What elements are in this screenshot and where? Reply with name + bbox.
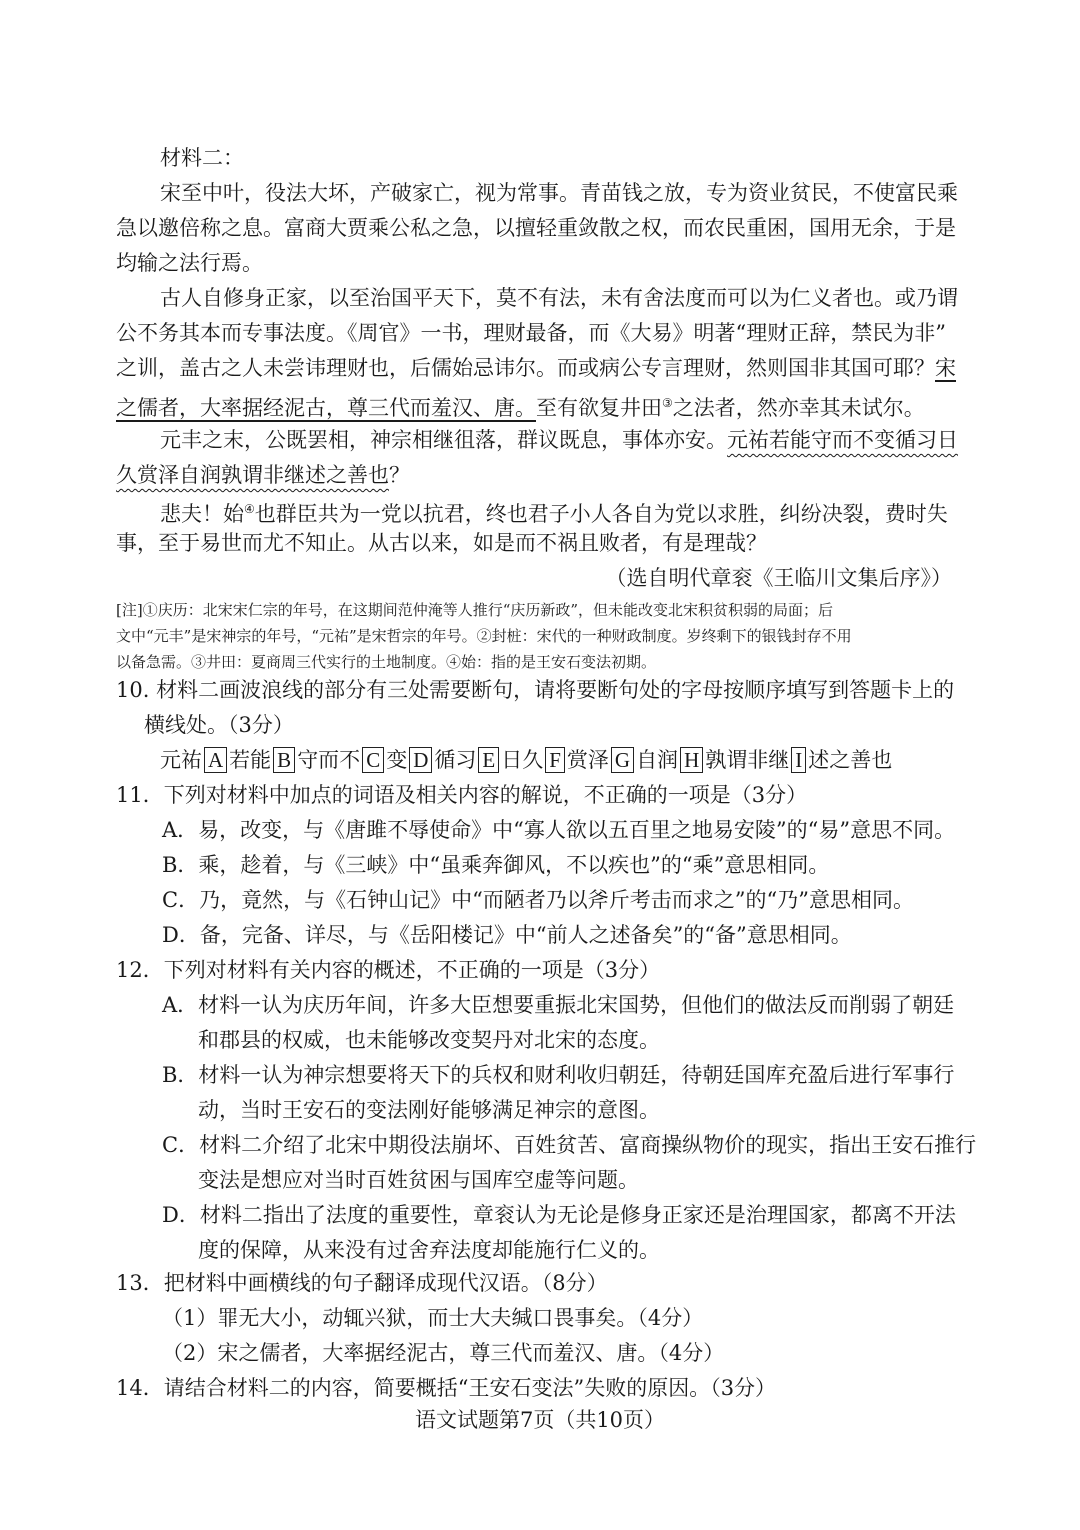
q10-segment: 变 [386, 748, 408, 772]
question-10-stem: 10. 材料二画波浪线的部分有三处需要断句，请将要断句处的字母按顺序填写到答题卡上的 [116, 678, 955, 702]
question-11-option-d[interactable]: D．备，完备、详尽，与《岳阳楼记》中“前人之述备矣”的“备”意思相同。 [162, 923, 852, 947]
paragraph-2-line-1: 古人自修身正家，以至治国平天下，莫不有法，未有舍法度而可以为仁义者也。或乃谓 [160, 286, 958, 310]
q10-segment: 循习 [434, 748, 477, 772]
question-11-option-b[interactable]: B．乘，趁着，与《三峡》中“虽乘奔御风，不以疾也”的“乘”意思相同。 [162, 853, 830, 877]
question-11-option-c[interactable]: C．乃，竟然，与《石钟山记》中“而陋者乃以斧斤考击而求之”的“乃”意思相同。 [162, 888, 915, 912]
paragraph-2-line-2: 公不务其本而专事法度。《周官》一书，理财最备，而《大易》明著“理财正辞，禁民为非” [116, 321, 946, 345]
break-box-h[interactable]: H [680, 747, 703, 773]
paragraph-1-line-2: 急以邀倍称之息。富商大贾乘公私之急，以擅轻重敛散之权，而农民重困，国用无余，于是 [116, 216, 956, 240]
paragraph-3-line-1 [160, 425, 1010, 455]
break-box-a[interactable]: A [204, 747, 227, 773]
question-10-stem-line-2: 横线处。（3分） [144, 713, 294, 737]
break-box-b[interactable]: B [273, 747, 295, 773]
paragraph-4-line-1-start: 悲夫！始 [160, 502, 244, 526]
question-13-sub-1: （1）罪无大小，动辄兴狱，而士大夫缄口畏事矣。（4分） [162, 1306, 704, 1330]
underlined-sentence-start: 宋 [935, 356, 956, 380]
question-13-sub-2: （2）宋之儒者，大率据经泥古，尊三代而羞汉、唐。（4分） [162, 1341, 725, 1365]
q10-segment: 日久 [501, 748, 544, 772]
notes-line-1: [注]①庆历：北宋宋仁宗的年号，在这期间范仲淹等人推行“庆历新政”，但未能改变北宋积贫积弱的局面；后 [116, 601, 834, 619]
question-13-stem: 13．把材料中画横线的句子翻译成现代汉语。（8分） [116, 1271, 608, 1295]
paragraph-1-line-1: 宋至中叶，役法大坏，产破家亡，视为常事。青苗钱之放，专为资业贫民，不使富民乘 [160, 181, 958, 205]
paragraph-4-line-2: 事，至于易世而尤不知止。从古以来，如是而不祸且败者，有是理哉？ [116, 531, 767, 555]
break-box-e[interactable]: E [478, 747, 499, 773]
wavy-underlined-text-end: 久赏泽自润孰谓非继述之善也 [116, 463, 389, 487]
paragraph-2-line-4-end: 之法者，然亦幸其未试尔。 [672, 396, 925, 420]
paragraph-3-line-2 [116, 460, 966, 490]
paragraph-2-line-3-text: 之训，盖古之人未尝讳理财也，后儒始忌讳尔。而或病公专言理财，然则国非其国可耶？ [116, 356, 935, 380]
notes-line-2: 文中“元丰”是宋神宗的年号，“元祐”是宋哲宗的年号。②封桩：宋代的一种财政制度。岁终剩下的银钱封存不用 [116, 627, 852, 645]
q10-segment: 元祐 [160, 748, 202, 772]
break-box-i[interactable]: I [791, 747, 806, 773]
question-12-option-c-cont: 变法是想应对当时百姓贫困与国库空虚等问题。 [198, 1168, 639, 1192]
q10-segment: 若能 [229, 748, 272, 772]
paragraph-1-line-3: 均输之法行焉。 [116, 251, 263, 275]
paragraph-3-line-1-text: 元丰之末，公既罢相，神宗相继徂落，群议既息，事体亦安。 [160, 428, 727, 452]
break-box-c[interactable]: C [362, 747, 384, 773]
question-12-option-d-cont: 度的保障，从来没有过舍弃法度却能施行仁义的。 [198, 1238, 660, 1262]
material-title: 材料二： [160, 146, 244, 170]
question-11-stem: 11．下列对材料中加点的词语及相关内容的解说，不正确的一项是（3分） [116, 783, 808, 807]
question-11-option-a[interactable]: A．易，改变，与《唐雎不辱使命》中“寡人欲以五百里之地易安陵”的“易”意思不同。 [162, 818, 956, 842]
question-12-option-c[interactable]: C．材料二介绍了北宋中期役法崩坏、百姓贫苦、富商操纵物价的现实，指出王安石推行 [162, 1133, 977, 1157]
question-12-option-a-cont: 和郡县的权威，也未能够改变契丹对北宋的态度。 [198, 1028, 660, 1052]
q10-segment: 赏泽 [566, 748, 609, 772]
paragraph-3-line-2-end: ？ [389, 463, 410, 487]
break-box-d[interactable]: D [409, 747, 432, 773]
break-box-g[interactable]: G [611, 747, 634, 773]
paragraph-2-line-4-text: 至有欲复井田 [536, 396, 662, 420]
underlined-sentence: 之儒者，大率据经泥古，尊三代而羞汉、唐。 [116, 396, 536, 420]
q10-segment: 述之善也 [808, 748, 893, 772]
question-12-stem: 12．下列对材料有关内容的概述，不正确的一项是（3分） [116, 958, 661, 982]
footnote-marker-3: ③ [662, 396, 673, 410]
paragraph-2-line-4 [116, 388, 966, 423]
question-12-option-d[interactable]: D．材料二指出了法度的重要性，章衮认为无论是修身正家还是治理国家，都离不开法 [162, 1203, 956, 1227]
paragraph-4-line-1-rest: 也群臣共为一党以抗君，终也君子小人各自为党以求胜，纠纷决裂，费时失 [254, 502, 948, 526]
notes-line-3: 以备急需。③井田：夏商周三代实行的土地制度。④始：指的是王安石变法初期。 [116, 653, 657, 671]
question-12-option-b[interactable]: B．材料一认为神宗想要将天下的兵权和财利收归朝廷，待朝廷国库充盈后进行军事行 [162, 1063, 955, 1087]
footnote-marker-4: ④ [244, 502, 255, 516]
break-box-f[interactable]: F [545, 747, 565, 773]
question-14-stem: 14．请结合材料二的内容，简要概括“王安石变法”失败的原因。（3分） [116, 1376, 777, 1400]
question-10-sentence-boxes [160, 745, 892, 775]
q10-segment: 孰谓非继 [705, 748, 790, 772]
source-citation: （选自明代章衮《王临川文集后序》） [605, 566, 952, 590]
paragraph-2-line-3 [116, 353, 966, 383]
wavy-underlined-text-start: 元祐若能守而不变循习日 [727, 428, 958, 452]
question-12-option-b-cont: 动，当时王安石的变法刚好能够满足神宗的意图。 [198, 1098, 660, 1122]
question-12-option-a[interactable]: A．材料一认为庆历年间，许多大臣想要重振北宋国势，但他们的做法反而削弱了朝廷 [162, 993, 955, 1017]
q10-segment: 守而不 [297, 748, 361, 772]
q10-segment: 自润 [636, 748, 679, 772]
page-footer: 语文试题第7页（共10页） [414, 1408, 666, 1432]
paragraph-4-line-1 [160, 494, 1010, 529]
